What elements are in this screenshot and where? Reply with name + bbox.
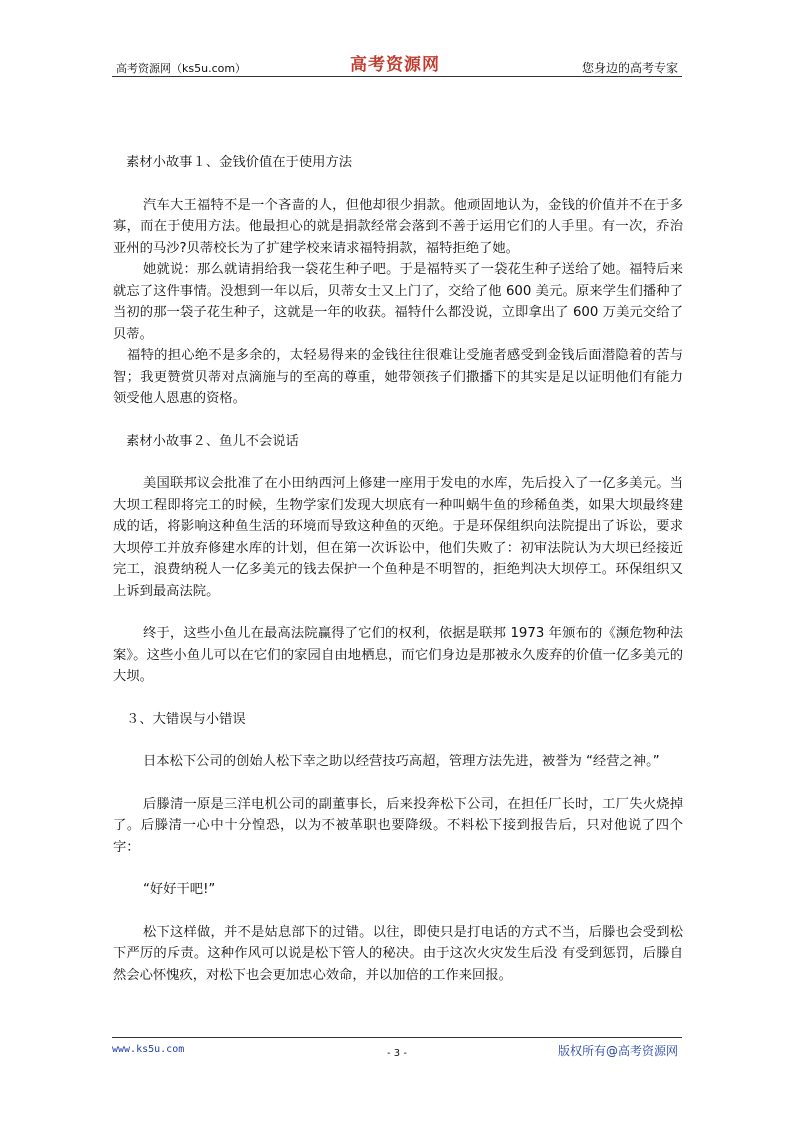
section-3-paragraph-4: 松下这样做，并不是姑息部下的过错。以往，即使只是打电话的方式不当，后滕也会受到松下严厉的斥责。这种作风可以说是松下管人的秘决。由于这次火灾发生后没 有受到惩罚，后滕自然会心怀愧疚，对松下也会更加忠心效命，并以加倍的工作来回报。 xyxy=(113,924,683,983)
footer-website-link[interactable]: www.ks5u.com xyxy=(112,1044,185,1055)
document-body xyxy=(113,152,683,986)
section-3-paragraph-2: 后滕清一原是三洋电机公司的副董事长，后来投奔松下公司，在担任厂长时，工厂失火烧掉了。后滕清一心中十分惶恐，以为不被革职也要降级。不料松下接到报告后，只对他说了四个字： xyxy=(113,796,683,855)
section-1-heading: 素材小故事１、金钱价值在于使用方法 xyxy=(126,155,353,170)
section-1-paragraph-3: 福特的担心绝不是多余的，太轻易得来的金钱往往很难让受施者感受到金钱后面潜隐着的苦与智；我更赞赏贝蒂对点滴施与的至高的尊重，她带领孩子们撒播下的其实是足以证明他们有能力领受他人恩惠的资格。 xyxy=(113,348,683,406)
header-site-name: 高考资源网（ks5u.com） xyxy=(116,62,247,75)
section-3-paragraph-1: 日本松下公司的创始人松下幸之助以经营技巧高超，管理方法先进，被誉为 “经营之神。” xyxy=(143,754,660,769)
section-3-paragraph-3: “好好干吧!” xyxy=(143,882,216,897)
section-1-paragraph-2: 她就说：那么就请捐给我一袋花生种子吧。于是福特买了一袋花生种子送给了她。福特后来就忘了这件事情。没想到一年以后，贝蒂女士又上门了，交给了他 600 美元。原来学生们播种了当初的那一袋子花生种子，这就是一年的收获。福特什么都没说，立即拿出了 600 万美元交给了贝蒂。 xyxy=(113,262,683,342)
section-2-heading: 素材小故事２、鱼儿不会说话 xyxy=(126,433,299,449)
section-2-paragraph-2: 终于，这些小鱼儿在最高法院赢得了它们的权利，依据是联邦 1973 年颁布的《濒危物种法案》。这些小鱼儿可以在它们的家园自由地栖息，而它们身边是那被永久废弃的价值一亿多美元的大坝。 xyxy=(113,626,683,684)
section-2-paragraph-1: 美国联邦议会批准了在小田纳西河上修建一座用于发电的水库，先后投入了一亿多美元。当大坝工程即将完工的时候，生物学家们发现大坝底有一种叫蜗牛鱼的珍稀鱼类，如果大坝最终建成的话，将影响这种鱼生活的环境而导致这种鱼的灭绝。于是环保组织向法院提出了诉讼，要求大坝停工并放弃修建水库的计划，但在第一次诉讼中，他们失败了：初审法院认为大坝已经接近完工，浪费纳税人一亿多美元的钱去保护一个鱼种是不明智的，拒绝判决大坝停工。环保组织又上诉到最高法院。 xyxy=(113,476,683,599)
page-header xyxy=(112,46,682,77)
header-logo: 高考资源网 xyxy=(350,55,440,75)
footer-copyright: 版权所有@高考资源网 xyxy=(557,1044,678,1058)
page-number: - 3 - xyxy=(387,1048,407,1059)
section-1-paragraph-1: 汽车大王福特不是一个吝啬的人，但他却很少捐款。他顽固地认为，金钱的价值并不在于多寡，而在于使用方法。他最担心的就是捐款经常会落到不善于运用它们的人手里。有一次，乔治亚州的马沙?贝蒂校长为了扩建学校来请求福特捐款，福特拒绝了她。 xyxy=(113,197,683,256)
section-3-heading: ３、大错误与小错误 xyxy=(126,711,246,727)
header-slogan: 您身边的高考专家 xyxy=(581,61,678,75)
page-footer xyxy=(112,1037,682,1068)
